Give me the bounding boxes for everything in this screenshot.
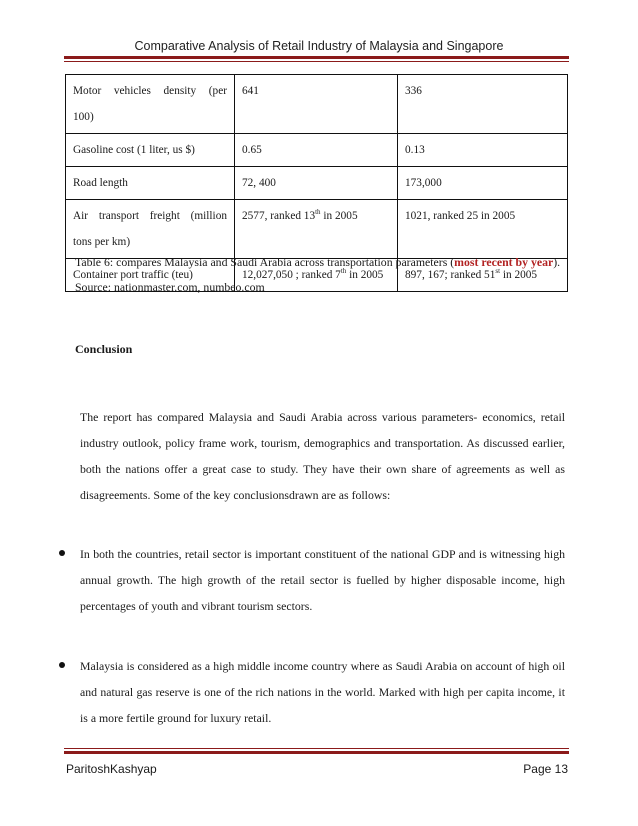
table-cell-param: Motor vehicles density (per 100) [66, 75, 235, 134]
bullet-icon [59, 550, 65, 556]
footer-page-number: Page 13 [523, 762, 568, 776]
table-cell-saudi: 897, 167; ranked 51st in 2005 [398, 259, 568, 292]
header-rule [64, 56, 569, 59]
table-cell-param: Container port traffic (teu) [66, 259, 235, 292]
table-cell-param: Air transport freight (million tons per km) [66, 200, 235, 259]
table-cell-saudi: 0.13 [398, 134, 568, 167]
footer-author: ParitoshKashyap [66, 762, 157, 776]
table-row [66, 167, 568, 200]
table-cell-param: Road length [66, 167, 235, 200]
bullet-icon [59, 662, 65, 668]
table-cell-malaysia: 72, 400 [235, 167, 398, 200]
conclusion-intro: The report has compared Malaysia and Saudi Arabia across various parameters- economics, retail industry outlook, policy frame work, tourism, demographics and transportation. As discussed earlier, both the nations offer a great case to study. They have their own share of agreements as well as disagreements. Some of the key conclusionsdrawn are as follows: [80, 410, 565, 502]
table-cell-malaysia: 2577, ranked 13th in 2005 [235, 200, 398, 259]
section-heading: Conclusion [75, 342, 133, 356]
table-cell-malaysia: 641 [235, 75, 398, 134]
conclusion-bullet: Malaysia is considered as a high middle income country where as Saudi Arabia on account of high oil and natural gas reserve is one of the rich nations in the world. Marked with high per capita income, it is a more fertile ground for luxury retail. [80, 659, 565, 725]
table-cell-malaysia: 12,027,050 ; ranked 7th in 2005 [235, 259, 398, 292]
footer-rule-thin [64, 748, 569, 749]
page-header-title: Comparative Analysis of Retail Industry of Malaysia and Singapore [134, 39, 504, 53]
table-cell-saudi: 173,000 [398, 167, 568, 200]
table-caption: Table 6: compares Malaysia and Saudi Arabia across transportation parameters (most recent by year). Source: nationmaster.com, numbeo.com [75, 255, 561, 294]
caption-highlight: most recent by year [454, 255, 554, 269]
footer-rule [64, 751, 569, 754]
table-row [66, 134, 568, 167]
table-cell-malaysia: 0.65 [235, 134, 398, 167]
conclusion-bullet: In both the countries, retail sector is important constituent of the national GDP and is witnessing high annual growth. The high growth of the retail sector is fuelled by higher disposable income, high percentages of youth and vibrant tourism sectors. [80, 547, 565, 613]
table-cell-saudi: 1021, ranked 25 in 2005 [398, 200, 568, 259]
header-rule-thin [64, 61, 569, 62]
table-row [66, 75, 568, 134]
table-cell-saudi: 336 [398, 75, 568, 134]
table-cell-param: Gasoline cost (1 liter, us $) [66, 134, 235, 167]
